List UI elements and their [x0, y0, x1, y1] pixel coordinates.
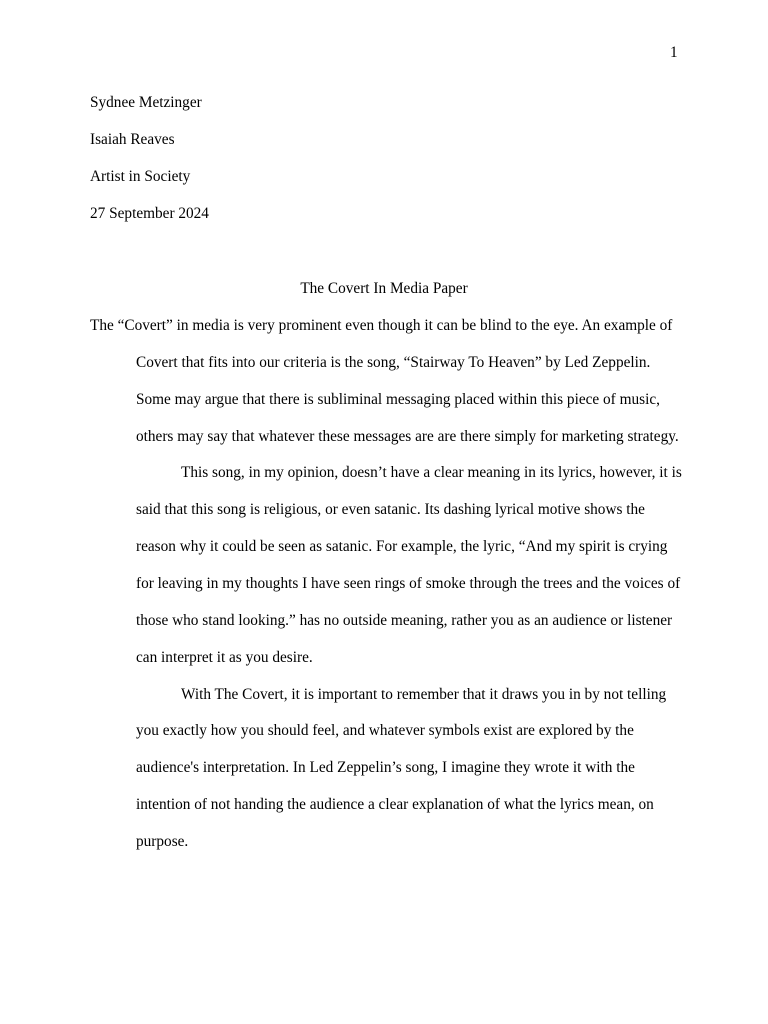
body-line: purpose.	[136, 833, 189, 850]
body-line: Covert that fits into our criteria is the song, “Stairway To Heaven” by Led Zeppelin.	[136, 354, 651, 371]
body-line: you exactly how you should feel, and whatever symbols exist are explored by the	[136, 722, 634, 739]
paper-title: The Covert In Media Paper	[300, 280, 468, 297]
instructor-name: Isaiah Reaves	[90, 131, 175, 148]
body-line: audience's interpretation. In Led Zeppelin’s song, I imagine they wrote it with the	[136, 759, 635, 776]
body-line: reason why it could be seen as satanic. For example, the lyric, “And my spirit is crying	[136, 538, 668, 555]
body-line: This song, in my opinion, doesn’t have a clear meaning in its lyrics, however, it is	[181, 464, 682, 481]
body-line: The “Covert” in media is very prominent even though it can be blind to the eye. An example of	[90, 317, 673, 334]
student-name: Sydnee Metzinger	[90, 94, 202, 111]
body-line: those who stand looking.” has no outside meaning, rather you as an audience or listener	[136, 612, 673, 629]
body-line: Some may argue that there is subliminal messaging placed within this piece of music,	[136, 391, 660, 408]
body-line: With The Covert, it is important to remember that it draws you in by not telling	[181, 686, 667, 703]
body-line: can interpret it as you desire.	[136, 649, 313, 666]
paper-date: 27 September 2024	[90, 205, 209, 222]
body-line: others may say that whatever these messages are are there simply for marketing strategy.	[136, 428, 679, 445]
page-number: 1	[670, 44, 678, 61]
body-line: for leaving in my thoughts I have seen rings of smoke through the trees and the voices of	[136, 575, 681, 592]
body-line: said that this song is religious, or even satanic. Its dashing lyrical motive shows the	[136, 501, 645, 518]
body-line: intention of not handing the audience a clear explanation of what the lyrics mean, on	[136, 796, 654, 813]
course-name: Artist in Society	[90, 168, 191, 185]
